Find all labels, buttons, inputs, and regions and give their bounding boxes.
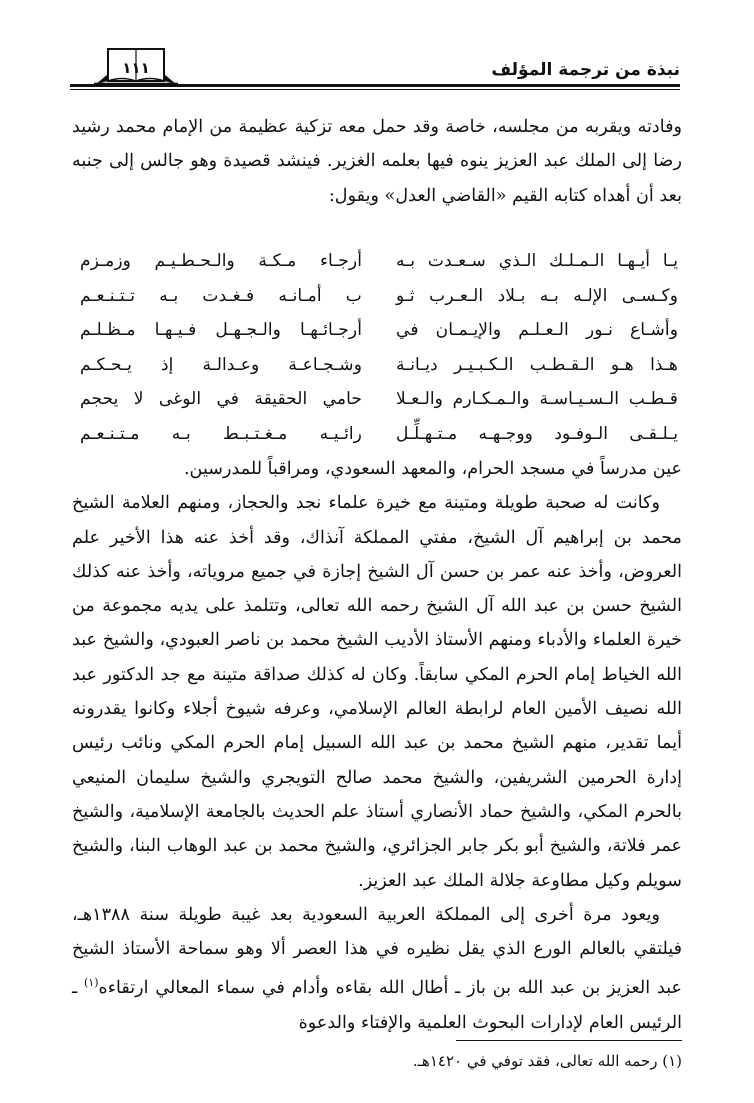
page-number: ١١١ [122, 59, 150, 77]
poem-verse [72, 382, 682, 417]
verse-first-hemistich: وأشـاع نـور الـعـلـم والإيـمـان في [396, 320, 678, 341]
verse-first-hemistich: وكـسـى الإلـه بـه بـلاد الـعـرب ثـو [396, 285, 678, 306]
footnote: (١) رحمه الله تعالى، فقد توفي في ١٤٢٠هـ. [412, 1052, 682, 1070]
verse-first-hemistich: قـطـب الـسـيـاسـة والـمـكـارم والـعـلا [396, 389, 678, 410]
verse-second-hemistich: وشـجـاعـة وعـدالـة إذ يـحـكـم [80, 354, 362, 375]
header-rule-thin [70, 89, 680, 90]
verse-second-hemistich: أرجـاء مـكـة والـحـطـيـم وزمـزم [80, 251, 362, 271]
header-rule [70, 84, 680, 87]
paragraph: وكانت له صحبة طويلة ومتينة مع خيرة علماء نجد والحجاز، ومنهم العلامة الشيخ محمد بن إبراهيم آل الشيخ، مفتي المملكة آنذاك، وقد أخذ عنه هذا الأخير علم العروض، وأخذ عنه عمر بن حسن آل الشيخ إجازة في جميع مروياته، وأخذ عنه كذلك الشيخ حسن بن عبد الله آل الشيخ رحمه الله تعالى، وتتلمذ على يديه مجموعة من خيرة العلماء والأدباء ومنهم الأستاذ الأديب الشيخ محمد بن ناصر العبودي، والشيخ عبد الله الخياط إمام الحرم المكي سابقاً. وكان له كذلك صداقة متينة مع جد الدكتور عبد الله نصيف الأمين العام لرابطة العالم الإسلامي، وعرفه شيوخ أجلاء وكانوا يقدرونه أيما تقدير، منهم الشيخ محمد بن عبد الله السبيل إمام الحرم المكي ونائب رئيس إدارة الحرمين الشريفين، والشيخ محمد صالح التويجري والشيخ سليمان المنيعي بالحرم المكي، والشيخ حماد الأنصاري أستاذ علم الحديث بالجامعة الإسلامية، والشيخ عمر فلاتة، والشيخ أبو بكر جابر الجزائري، والشيخ محمد بن عبد الوهاب البنا، والشيخ سويلم وكيل مطاوعة جلالة الملك عبد العزيز. [72, 493, 682, 891]
footnote-rule [456, 1040, 682, 1041]
verse-second-hemistich: حامي الحقيقة في الوغى لا يحجم [80, 389, 362, 410]
footnote-reference: (١) [83, 976, 99, 990]
poem [72, 244, 682, 452]
paragraph: ويعود مرة أخرى إلى المملكة العربية السعودية بعد غيبة طويلة سنة ١٣٨٨هـ، فيلتقي بالعالم الورع الذي يقل نظيره في هذا العصر ألا وهو سماحة الأستاذ الشيخ عبد العزيز بن عبد الله بن باز ـ أطال الله بقاءه وأدام في سماء المعالي ارتقاءه$^{(١)}$ ـ الرئيس العام لإدارات البحوث العلمية والإفتاء والدعوة [72, 904, 683, 1033]
poem-verse [72, 313, 682, 348]
verse-first-hemistich: يـلـقـى الـوفـود ووجـهـه مـتـهـلِّـل [396, 423, 678, 444]
poem-verse [72, 417, 682, 452]
poem-verse [72, 279, 682, 314]
poem-verse [72, 348, 682, 383]
verse-second-hemistich: أرجـائـهـا والـجـهـل فـيـهـا مـظـلـم [80, 320, 362, 341]
paragraph: عين مدرساً في مسجد الحرام، والمعهد السعودي، ومراقباً للمدرسين. [183, 459, 682, 479]
verse-second-hemistich: ب أمـانـه فـغـدت بـه تـتـنـعـم [80, 285, 362, 306]
poem-verse [72, 244, 682, 279]
verse-first-hemistich: هـذا هـو الـقـطـب الـكـبـيـر ديـانـة [396, 354, 678, 375]
page-header [70, 46, 680, 92]
body-text [72, 452, 682, 1040]
verse-first-hemistich: يـا أيـهـا الـمـلـك الـذي سـعـدت بـه [396, 251, 678, 271]
intro-paragraph: وفادته ويقربه من مجلسه، خاصة وقد حمل معه تزكية عظيمة من الإمام محمد رشيد رضا إلى الملك عبد العزيز ينوه فيها بعلمه الغزير. فينشد قصيدة وهو جالس إلى جنبه بعد أن أهداه كتابه القيم «القاضي العدل» ويقول: [72, 117, 682, 206]
running-title: نبذة من ترجمة المؤلف [491, 60, 680, 80]
verse-second-hemistich: رائـيـه مـغـتـبـط بـه مـتـنـعـم [80, 423, 362, 444]
